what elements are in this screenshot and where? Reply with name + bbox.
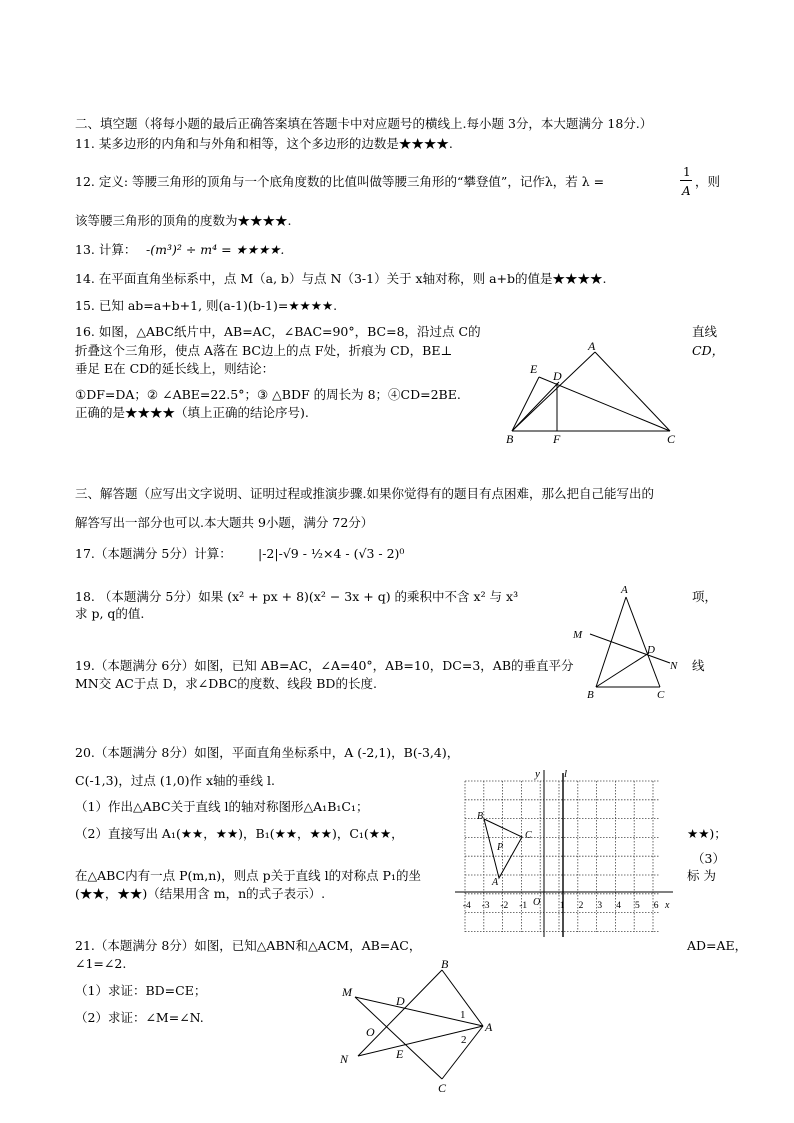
section2-header: 二、填空题（将每小题的最后正确答案填在答题卡中对应题号的横线上.每小题 3分，本大题满分 18分.） — [75, 116, 653, 131]
q12-fraction-numerator: 1 — [683, 165, 691, 179]
fig19-label-B: B — [587, 689, 594, 701]
question-12-tail: ，则 — [695, 174, 721, 189]
fig16-label-B: B — [506, 432, 514, 446]
q12-fraction-bar — [680, 180, 692, 181]
question-20-line2: C(-1,3)，过点 (1,0)作 x轴的垂线 l. — [75, 773, 275, 788]
fig19-label-D: D — [647, 644, 655, 656]
question-20-line4: （2）直接写出 A₁(★★，★★)，B₁(★★，★★)，C₁(★★， — [75, 826, 404, 841]
question-16-line2: 折叠这个三角形，使点 A落在 BC边上的点 F处，折痕为 CD，BE⊥ — [75, 343, 453, 358]
fig21-label-N: N — [340, 1052, 349, 1066]
fig21-label-C: C — [438, 1081, 447, 1095]
fig20-label-l: l — [564, 768, 568, 780]
fig21-label-E: E — [396, 1047, 404, 1061]
question-19-line2: MN交 AC于点 D，求∠DBC的度数、线段 BD的长度. — [75, 676, 377, 691]
question-12-line1: 12. 定义: 等腰三角形的顶角与一个底角度数的比值叫做等腰三角形的“攀登值”，记作λ，若 λ = — [75, 174, 605, 189]
question-16-right2: CD， — [692, 343, 725, 358]
question-20-right5: （3） — [692, 851, 725, 866]
fig20-label-C: C — [525, 830, 532, 841]
figure-16-triangle — [495, 335, 690, 447]
fig21-label-2: 2 — [461, 1034, 467, 1046]
question-16-line4: ①DF=DA；② ∠ABE=22.5°；③ △BDF 的周长为 8；④CD=2BE. — [75, 387, 461, 402]
question-19-right: 线 — [692, 658, 705, 673]
fig20-label-P: P — [497, 842, 504, 853]
question-16-right1: 直线 — [692, 324, 718, 339]
fig21-label-O: O — [366, 1025, 375, 1039]
fig20-label-O: O — [533, 897, 541, 908]
question-13-expression: -(m³)² ÷ m⁴ = ★★★★. — [146, 242, 285, 257]
question-21-line1: 21.（本题满分 8分）如图，已知△ABN和△ACM，AB=AC， — [75, 938, 422, 953]
question-16-line1: 16. 如图，△ABC纸片中，AB=AC，∠BAC=90°，BC=8，沿过点 C的 — [75, 324, 481, 339]
question-19-line1: 19.（本题满分 6分）如图，已知 AB=AC，∠A=40°，AB=10，DC=3，AB的垂直平分 — [75, 658, 574, 673]
question-20-line6: 在△ABC内有一点 P(m,n)，则点 p关于直线 l的对称点 P₁的坐 — [75, 868, 421, 883]
figure-21-triangles — [330, 955, 505, 1095]
question-20-line1: 20.（本题满分 8分）如图，平面直角坐标系中，A (-2,1)，B(-3,4)， — [75, 745, 460, 760]
question-20-right4: ★★)； — [687, 826, 727, 841]
question-20-right6: 标 为 — [687, 868, 716, 883]
fig16-label-E: E — [530, 362, 538, 376]
fig20-tick-label: -4 — [462, 901, 471, 911]
question-16-line5: 正确的是★★★★（填上正确的结论序号). — [75, 405, 309, 420]
question-14: 14. 在平面直角坐标系中，点 M（a, b）与点 N（3-1）关于 x轴对称，则 a+b的值是★★★★. — [75, 271, 607, 286]
fig19-label-A: A — [621, 584, 628, 596]
fig20-label-A: A — [492, 877, 499, 888]
question-17-prefix: 17.（本题满分 5分）计算： — [75, 546, 232, 561]
question-21-line2: ∠1=∠2. — [75, 956, 127, 971]
fig21-label-B: B — [441, 957, 449, 971]
fig20-tick-label: -2 — [500, 901, 509, 911]
question-18-line2: 求 p, q的值. — [75, 606, 145, 621]
fig20-tick-label: 3 — [597, 901, 603, 911]
question-13-prefix: 13. 计算： — [75, 242, 137, 257]
fig20-label-y: y — [535, 768, 540, 780]
question-21-sub2: （2）求证：∠M=∠N. — [75, 1010, 204, 1025]
q12-fraction-denominator: A — [682, 184, 691, 198]
fig20-tick-label: 5 — [635, 901, 640, 911]
fig21-label-A: A — [485, 1020, 493, 1034]
fig20-label-x: x — [665, 900, 670, 911]
fig19-label-N: N — [670, 660, 678, 672]
question-21-sub1: （1）求证：BD=CE； — [75, 983, 207, 998]
fig20-label-B: B — [477, 811, 484, 822]
fig19-label-C: C — [657, 689, 665, 701]
fig20-tick-label: 2 — [578, 901, 584, 911]
question-18-line1: 18. （本题满分 5分）如果 (x² + px + 8)(x² − 3x + q) 的乘积中不含 x² 与 x³ — [75, 589, 519, 604]
fig16-label-D: D — [553, 369, 562, 383]
question-18-right: 项， — [692, 589, 718, 604]
fig21-label-M: M — [342, 985, 352, 999]
question-15: 15. 已知 ab=a+b+1, 则(a-1)(b-1)=★★★★. — [75, 298, 338, 313]
fig19-label-M: M — [573, 629, 583, 641]
question-12-line2: 该等腰三角形的顶角的度数为★★★★. — [75, 213, 292, 228]
fig20-tick-label: 4 — [616, 901, 621, 911]
figure-20-grid — [455, 765, 680, 943]
fig20-tick-label: -3 — [481, 901, 490, 911]
fig21-label-1: 1 — [460, 1009, 466, 1021]
fig16-label-F: F — [553, 432, 561, 446]
fig20-tick-label: 6 — [653, 901, 659, 911]
question-17-expression: |-2|-√9 - ½×4 - (√3 - 2)⁰ — [258, 546, 405, 561]
figure-19-triangle — [568, 580, 688, 702]
fig20-tick-label: 1 — [559, 901, 565, 911]
question-11: 11. 某多边形的内角和与外角和相等，这个多边形的边数是★★★★. — [75, 136, 453, 151]
section3-header-line2: 解答写出一部分也可以.本大题共 9小题，满分 72分） — [75, 515, 374, 530]
question-20-line3: （1）作出△ABC关于直线 l的轴对称图形△A₁B₁C₁； — [75, 799, 369, 814]
fig21-label-D: D — [396, 994, 405, 1008]
question-16-line3: 垂足 E在 CD的延长线上，则结论： — [75, 361, 275, 376]
question-20-line7: (★★，★★)（结果用含 m，n的式子表示）. — [75, 886, 326, 901]
fig16-label-C: C — [667, 432, 676, 446]
fig20-tick-label: -1 — [519, 901, 528, 911]
section3-header-line1: 三、解答题（应写出文字说明、证明过程或推演步骤.如果你觉得有的题目有点困难，那么把自己能写出的 — [75, 486, 654, 501]
question-21-right1: AD=AE， — [687, 938, 748, 953]
fig16-label-A: A — [588, 339, 596, 353]
